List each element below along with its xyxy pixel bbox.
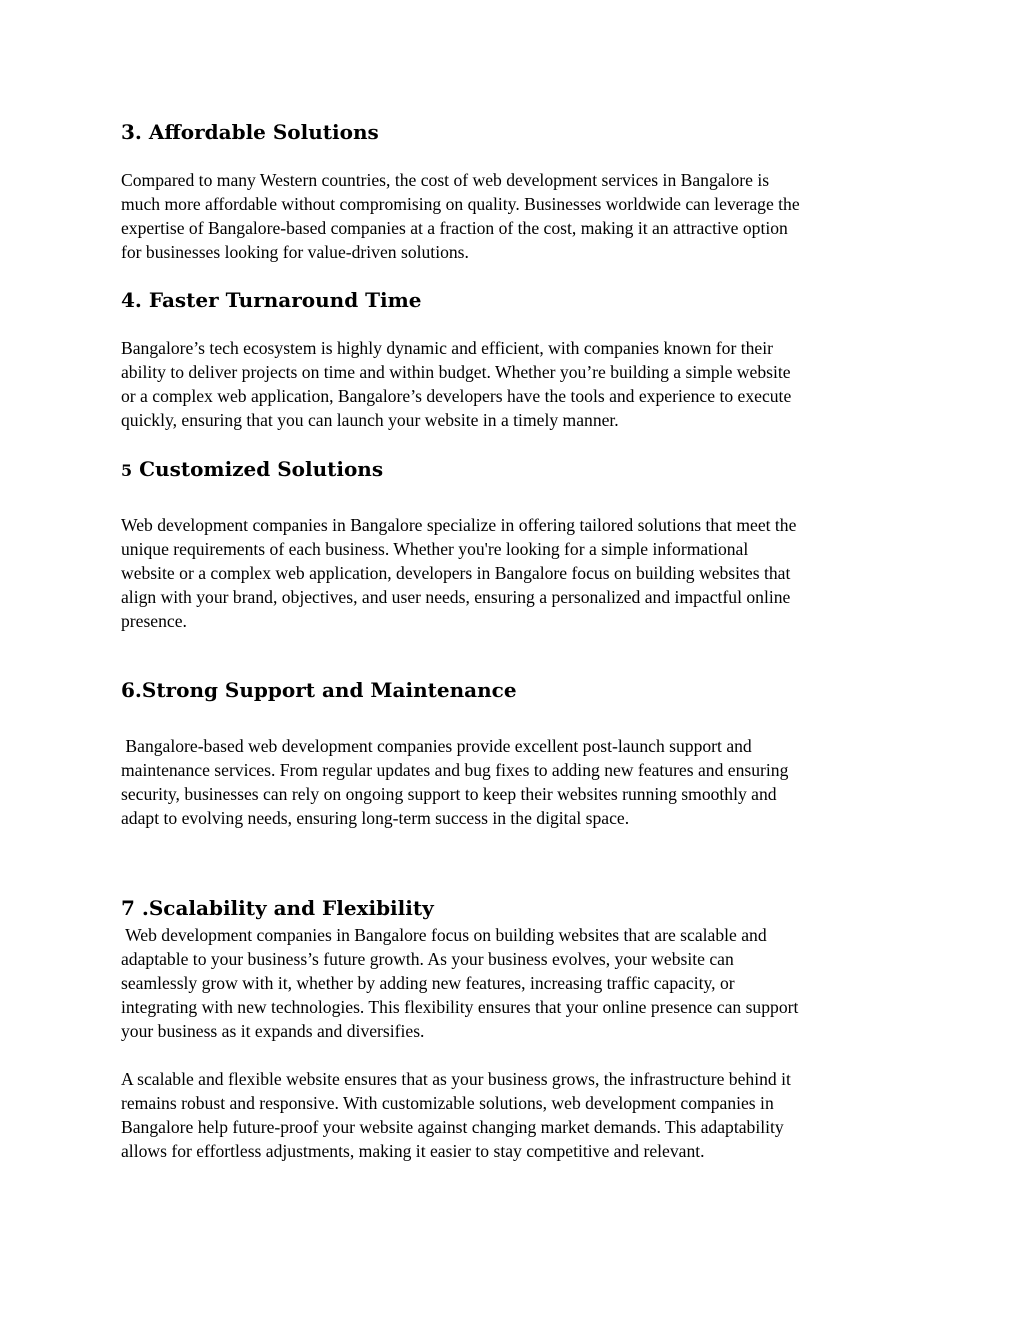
heading-text: 7 .Scalability and Flexibility: [121, 896, 434, 920]
paragraph-line: much more affordable without compromising on quality. Businesses worldwide can leverage the: [121, 194, 800, 214]
paragraph-line: Web development companies in Bangalore focus on building websites that are scalable and: [121, 925, 767, 945]
section-heading-faster-turnaround: [121, 286, 422, 314]
section-heading-affordable-solutions: [121, 118, 379, 146]
paragraph-line: your business as it expands and diversifies.: [121, 1021, 425, 1041]
paragraph-line: for businesses looking for value-driven solutions.: [121, 242, 469, 262]
paragraph-line: website or a complex web application, developers in Bangalore focus on building websites that: [121, 563, 791, 583]
paragraph-line: seamlessly grow with it, whether by adding new features, increasing traffic capacity, or: [121, 973, 735, 993]
paragraph-line: remains robust and responsive. With customizable solutions, web development companies in: [121, 1093, 774, 1113]
paragraph-faster-turnaround: [121, 336, 911, 432]
paragraph-line: expertise of Bangalore-based companies at a fraction of the cost, making it an attractive option: [121, 218, 788, 238]
paragraph-line: quickly, ensuring that you can launch your website in a timely manner.: [121, 410, 619, 430]
paragraph-customized-solutions: [121, 513, 911, 633]
heading-text: Customized Solutions: [139, 457, 384, 481]
paragraph-support-maintenance: [121, 734, 911, 830]
paragraph-line: Bangalore-based web development companies provide excellent post-launch support and: [121, 736, 752, 756]
heading-text: 6.Strong Support and Maintenance: [121, 678, 517, 702]
paragraph-line: Bangalore’s tech ecosystem is highly dynamic and efficient, with companies known for their: [121, 338, 773, 358]
heading-number: 5: [121, 461, 133, 480]
paragraph-affordable-solutions: [121, 168, 911, 264]
paragraph-line: Web development companies in Bangalore specialize in offering tailored solutions that meet the: [121, 515, 797, 535]
paragraph-line: allows for effortless adjustments, making it easier to stay competitive and relevant.: [121, 1141, 705, 1161]
heading-text: 3. Affordable Solutions: [121, 120, 379, 144]
paragraph-line: Bangalore help future-proof your website against changing market demands. This adaptability: [121, 1117, 784, 1137]
heading-text: 4. Faster Turnaround Time: [121, 288, 422, 312]
section-heading-scalability-flexibility: [121, 894, 434, 922]
paragraph-line: presence.: [121, 611, 187, 631]
paragraph-line: align with your brand, objectives, and user needs, ensuring a personalized and impactful online: [121, 587, 791, 607]
paragraph-line: A scalable and flexible website ensures that as your business grows, the infrastructure behind it: [121, 1069, 791, 1089]
paragraph-line: unique requirements of each business. Whether you're looking for a simple informational: [121, 539, 749, 559]
paragraph-line: security, businesses can rely on ongoing support to keep their websites running smoothly and: [121, 784, 777, 804]
paragraph-line: integrating with new technologies. This flexibility ensures that your online presence can support: [121, 997, 799, 1017]
paragraph-line: adaptable to your business’s future growth. As your business evolves, your website can: [121, 949, 734, 969]
paragraph-line: maintenance services. From regular updates and bug fixes to adding new features and ensuring: [121, 760, 789, 780]
paragraph-scalability-flexibility: [121, 923, 911, 1043]
paragraph-line: Compared to many Western countries, the cost of web development services in Bangalore is: [121, 170, 770, 190]
paragraph-scalable-website: [121, 1067, 911, 1163]
section-heading-customized-solutions: [121, 455, 383, 485]
paragraph-line: or a complex web application, Bangalore’s developers have the tools and experience to execute: [121, 386, 792, 406]
paragraph-line: adapt to evolving needs, ensuring long-term success in the digital space.: [121, 808, 630, 828]
section-heading-support-maintenance: [121, 676, 517, 704]
paragraph-line: ability to deliver projects on time and within budget. Whether you’re building a simple website: [121, 362, 791, 382]
